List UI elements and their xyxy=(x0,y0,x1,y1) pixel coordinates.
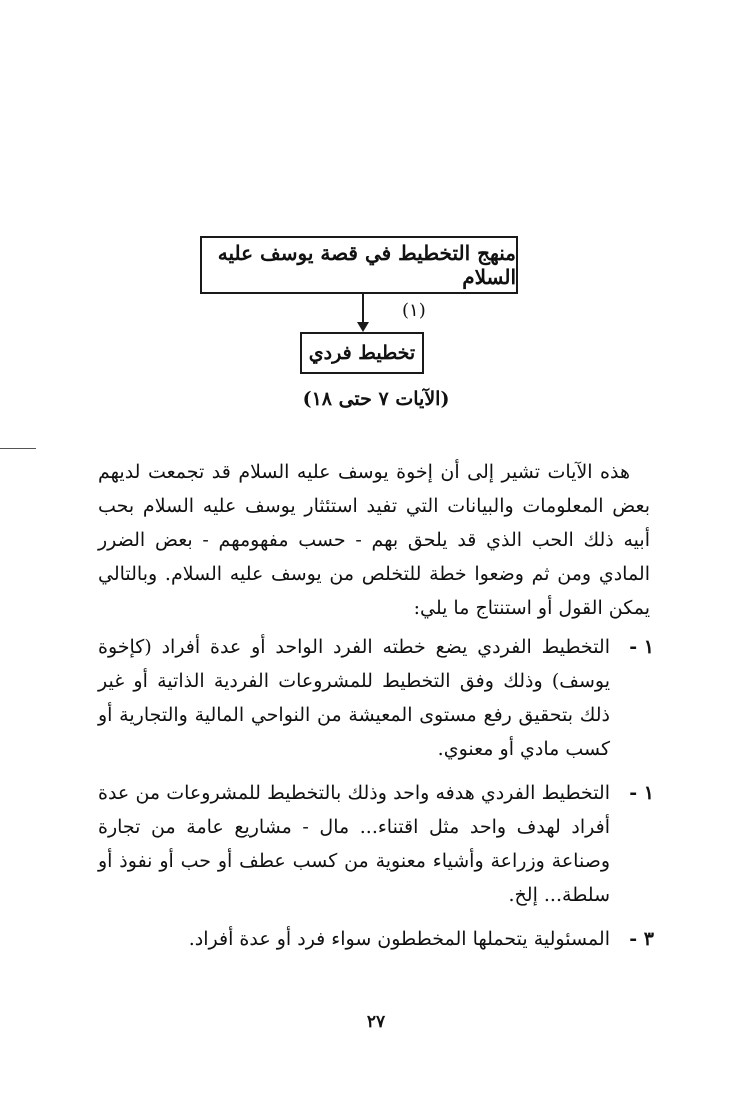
intro-paragraph: هذه الآيات تشير إلى أن إخوة يوسف عليه السلام قد تجمعت لديهم بعض المعلومات والبيانات التي تفيد استئثار يوسف عليه السلام بحب أبيه ذلك الحب الذي قد يلحق بهم - حسب مفهومهم - بعض الضرر المادي ومن ثم وضعوا خطة للتخلص من يوسف عليه السلام. وبالتالي يمكن القول أو استنتاج ما يلي: xyxy=(98,461,650,619)
main-heading-text: منهج التخطيط في قصة يوسف عليه السلام xyxy=(217,241,516,289)
connector-line xyxy=(362,294,364,324)
list-item-text: التخطيط الفردي هدفه واحد وذلك بالتخطيط للمشروعات من عدة أفراد لهدف واحد مثل اقتناء... مال - مشاريع عامة من تجارة وصناعة وزراعة وأشياء معنوية من كسب عطف أو حب أو نفوذ أو سلطة... إلخ. xyxy=(98,782,610,906)
main-heading-box xyxy=(200,236,518,294)
list-marker: ١ - xyxy=(629,782,654,804)
list-marker: ٣ - xyxy=(629,928,654,950)
step-number: (١) xyxy=(402,300,426,321)
sub-heading-box xyxy=(300,332,424,374)
arrow-down-icon xyxy=(357,322,369,332)
list-item xyxy=(98,630,654,766)
list-item xyxy=(98,776,654,912)
conclusions-list xyxy=(98,630,654,966)
sub-heading-text: تخطيط فردي xyxy=(308,342,416,364)
list-item-text: المسئولية يتحملها المخططون سواء فرد أو عدة أفراد. xyxy=(188,928,610,950)
list-item xyxy=(98,922,654,956)
margin-rule xyxy=(0,448,36,449)
verses-reference: (الآيات ٧ حتى ١٨) xyxy=(302,388,450,410)
list-item-text: التخطيط الفردي يضع خطته الفرد الواحد أو عدة أفراد (كإخوة يوسف) وذلك وفق التخطيط للمشروعات الفردية الذاتية أو غير ذلك بتحقيق رفع مستوى المعيشة من النواحي المالية والتجارية أو كسب مادي أو معنوي. xyxy=(98,636,610,760)
list-marker: ١ - xyxy=(629,636,654,658)
page-number: ٢٧ xyxy=(366,1012,386,1032)
